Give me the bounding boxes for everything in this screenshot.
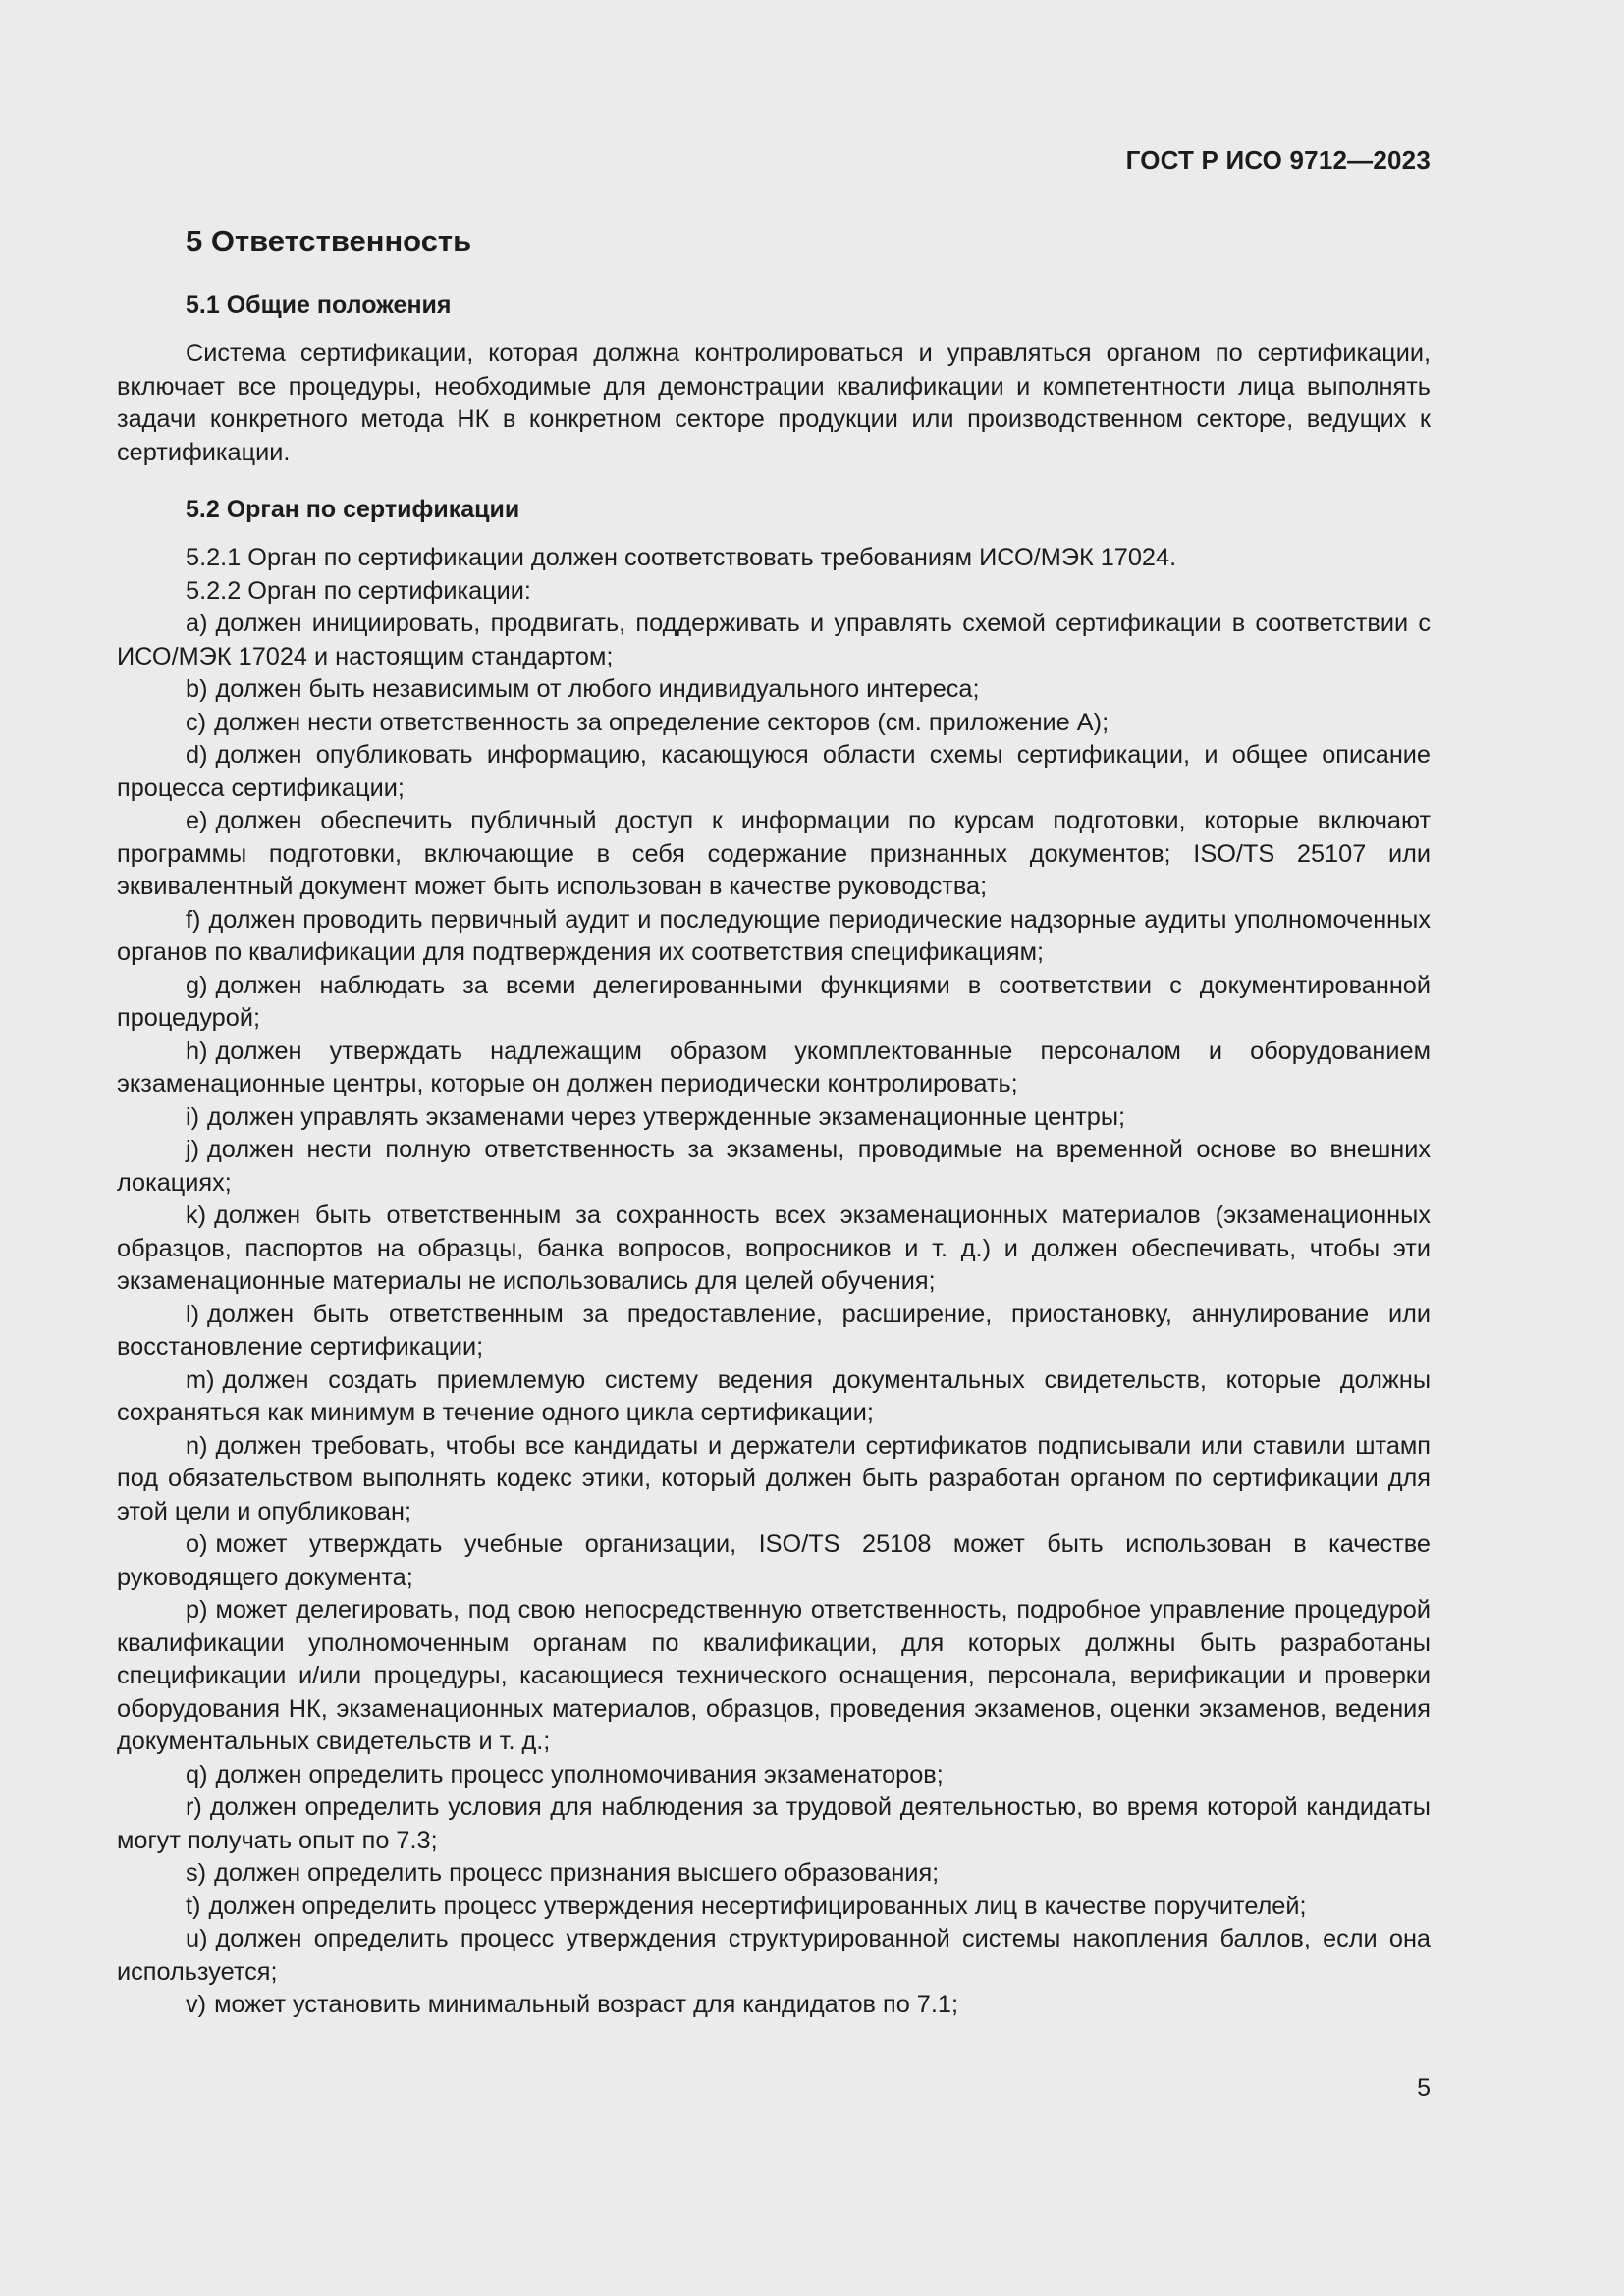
list-item-text: должен проводить первичный аудит и последующие периодические надзорные аудиты уполномоченных органов по квалификации для подтверждения их соответствия спецификациям; [117,905,1431,966]
list-item [117,1528,1431,1594]
list-item-label: h) [186,1037,208,1065]
requirements-list [117,608,1431,2022]
subsection-title-certification-body: 5.2 Орган по сертификации [186,496,520,523]
list-item [117,1989,1431,2022]
subsection-title-general: 5.1 Общие положения [186,292,452,319]
list-item-text: должен обеспечить публичный доступ к информации по курсам подготовки, которые включают программы подготовки, включающие в себя содержание признанных документов; ISO/TS 25107 или эквивалентный документ может быть использован в качестве руководства; [117,807,1431,900]
list-item [117,1891,1431,1924]
list-item-label: a) [186,610,208,637]
list-item [117,608,1431,673]
list-item [117,1430,1431,1529]
list-item-label: q) [186,1760,208,1789]
list-item-text: должен управлять экзаменами через утвержденные экзаменационные центры; [207,1102,1126,1131]
list-item-label: k) [186,1201,207,1229]
list-item [117,1791,1431,1857]
list-item-text: должен определить процесс утверждения структурированной системы накопления баллов, если она используется; [117,1925,1431,1986]
page-content [117,220,1431,2022]
list-item-label: b) [186,675,208,703]
list-item-label: m) [186,1365,215,1394]
list-item-label: d) [186,741,208,769]
list-item [117,1200,1431,1299]
list-item-label: f) [186,905,201,934]
list-item-text: должен определить процесс уполномочивания экзаменаторов; [215,1760,944,1789]
document-code: ГОСТ Р ИСО 9712—2023 [1125,145,1431,175]
list-item [117,1299,1431,1364]
list-item-text: должен опубликовать информацию, касающуюся области схемы сертификации, и общее описание процесса сертификации; [117,741,1431,802]
list-item [117,1134,1431,1200]
list-item-text: должен быть ответственным за сохранность всех экзаменационных материалов (экзаменационных образцов, паспортов на образцы, банка вопросов, вопросников и т. д.) и должен обеспечивать, чтобы эти экзаменационные материалы не использовались для целей обучения; [117,1201,1431,1295]
list-item-text: должен создать приемлемую систему ведения документальных свидетельств, которые должны сохраняться как минимум в течение одного цикла сертификации; [117,1365,1431,1426]
list-item-label: t) [186,1892,201,1920]
list-item-text: должен быть независимым от любого индивидуального интереса; [215,675,980,703]
list-item-text: может делегировать, под свою непосредственную ответственность, подробное управление процедурой квалификации уполномоченным органам по квалификации, для которых должны быть разработаны спецификации и/или процедуры, касающиеся технического оснащения, персонала, верификации и проверки оборудования НК, экзаменационных материалов, образцов, проведения экзаменов, оценки экзаменов, ведения документальных свидетельств и т. д.; [117,1596,1431,1755]
list-item-label: v) [186,1991,207,2018]
list-item-text: должен быть ответственным за предоставление, расширение, приостановку, аннулирование или восстановление сертификации; [117,1300,1431,1361]
list-item [117,1923,1431,1989]
list-item [117,904,1431,970]
list-item-label: j) [186,1136,200,1163]
list-item-label: s) [186,1859,207,1887]
list-item-label: n) [186,1431,208,1460]
list-item [117,805,1431,904]
list-item-label: g) [186,971,208,999]
list-item-label: c) [186,708,207,736]
page-number: 5 [1417,2074,1431,2102]
list-item-text: должен определить процесс утверждения несертифицированных лиц в качестве поручителей; [208,1892,1307,1920]
paragraph-general: Система сертификации, которая должна контролироваться и управляться органом по сертификации, включает все процедуры, необходимые для демонстрации квалификации и компетентности лица выполнять задачи конкретного метода НК в конкретном секторе продукции или производственном секторе, ведущих к сертификации. [117,340,1431,466]
section-title: 5 Ответственность [186,224,472,258]
list-item [117,1364,1431,1430]
list-item-label: u) [186,1925,208,1952]
list-item [117,1036,1431,1101]
list-item-text: может установить минимальный возраст для кандидатов по 7.1; [214,1991,958,2018]
list-item-label: l) [186,1300,200,1328]
list-item [117,1101,1431,1135]
list-item-text: должен утверждать надлежащим образом укомплектованные персоналом и оборудованием экзаменационные центры, которые он должен периодически контролировать; [117,1037,1431,1097]
list-item [117,707,1431,740]
list-item-text: должен инициировать, продвигать, поддерживать и управлять схемой сертификации в соответствии с ИСО/МЭК 17024 и настоящим стандартом; [117,610,1431,670]
list-item-label: r) [186,1793,202,1821]
list-item-text: должен определить условия для наблюдения за трудовой деятельностью, во время которой кандидаты могут получать опыт по 7.3; [117,1793,1431,1854]
list-item [117,673,1431,707]
list-item-label: o) [186,1530,208,1558]
list-item-label: p) [186,1596,208,1624]
paragraph-5-2-2: 5.2.2 Орган по сертификации: [186,576,531,605]
list-item-label: i) [186,1102,200,1131]
list-item-text: должен нести ответственность за определение секторов (см. приложение А); [214,708,1110,736]
list-item [117,739,1431,805]
list-item [117,1857,1431,1891]
list-item-text: должен нести полную ответственность за экзамены, проводимые на временной основе во внешних локациях; [117,1136,1431,1197]
list-item [117,1759,1431,1792]
list-item-label: e) [186,807,208,834]
list-item-text: должен определить процесс признания высшего образования; [214,1859,940,1887]
list-item-text: должен требовать, чтобы все кандидаты и держатели сертификатов подписывали или ставили штамп под обязательством выполнять кодекс этики, который должен быть разработан органом по сертификации для этой цели и опубликован; [117,1431,1431,1525]
list-item [117,1594,1431,1759]
list-item-text: должен наблюдать за всеми делегированными функциями в соответствии с документированной процедурой; [117,971,1431,1032]
paragraph-5-2-1: 5.2.1 Орган по сертификации должен соответствовать требованиям ИСО/МЭК 17024. [186,544,1177,571]
list-item [117,970,1431,1036]
list-item-text: может утверждать учебные организации, ISO/TS 25108 может быть использован в качестве руководящего документа; [117,1530,1431,1591]
